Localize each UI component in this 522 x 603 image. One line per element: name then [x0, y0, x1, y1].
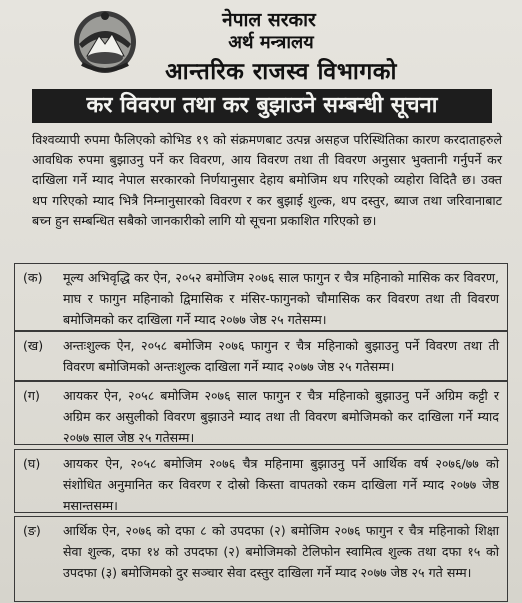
item-label: (ख) — [23, 338, 44, 353]
notice-title-banner: कर विवरण तथा कर बुझाउने सम्बन्धी सूचना — [32, 89, 492, 123]
org-line-department: आन्तरिक राजस्व विभागको — [165, 59, 397, 85]
item-label: (क) — [23, 270, 43, 285]
notice-item-kha — [14, 331, 508, 381]
org-line-government: नेपाल सरकार — [222, 9, 316, 31]
org-line-ministry: अर्थ मन्त्रालय — [228, 32, 314, 53]
item-label: (ग) — [23, 388, 40, 403]
notice-header — [0, 0, 522, 88]
item-text: अन्तःशुल्क ऐन, २०५८ बमोजिम २०७६ फागुन र चैत्र महिनाको बुझाउनु पर्ने विवरण तथा ती विवरण बमोजिमको अन्तःशुल्क दाखिला गर्ने म्याद २०७७ जेष्ठ २५ गतेसम्म। — [63, 338, 499, 374]
item-text: आयकर ऐन, २०५८ बमोजिम २०७६ चैत्र महिनामा बुझाउनु पर्ने आर्थिक वर्ष २०७६/७७ को संशोधित अनुमानित कर विवरण र दोस्रो किस्ता वापतको रकम दाखिला गर्ने म्याद २०७७ जेष्ठ मसान्तसम्म। — [63, 456, 499, 513]
item-text: आयकर ऐन, २०५८ बमोजिम २०७६ साल फागुन र चैत्र महिनाको बुझाउनु पर्ने अग्रिम कट्टी र अग्रिम कर असुलीको विवरण बुझाउने म्याद तथा ती विवरण बमोजिमको कर दाखिला गर्ने म्याद २०७७ साल जेष्ठ २५ गतेसम्म। — [63, 388, 499, 445]
item-text: मूल्य अभिवृद्धि कर ऐन, २०५२ बमोजिम २०७६ साल फागुन र चैत्र महिनाको मासिक कर विवरण, माघ र फागुन महिनाको द्विमासिक र मंसिर-फागुनको चौमासिक कर विवरण तथा ती विवरण बमोजिमको कर दाखिला गर्ने म्याद २०७७ जेष्ठ २५ गतेसम्म। — [63, 270, 499, 327]
item-label: (ङ) — [23, 523, 41, 538]
notice-item-ga — [14, 381, 508, 445]
notice-item-gha — [14, 449, 508, 513]
notice-intro-paragraph: विश्वव्यापी रुपमा फैलिएको कोभिड १९ को संक्रमणबाट उत्पन्न असहज परिस्थितिका कारण करदाताहरुले आवधिक रुपमा बुझाउनु पर्ने कर विवरण, आय विवरण तथा ती विवरण अनुसार भुक्तानी गर्नुपर्ने कर दाखिला गर्ने म्याद नेपाल सरकारको निर्णयानुसार देहाय बमोजिम थप गरिएको व्यहोरा विदितै छ। उक्त थप गरिएको म्याद भित्रै निम्नानुसारको विवरण र कर बुझाई शुल्क, थप दस्तुर, ब्याज तथा जरिवानाबाट बच्न हुन सम्बन्धित सबैको जानकारीको लागि यो सूचना प्रकाशित गरिएको छ। — [32, 132, 502, 228]
notice-item-nga — [14, 516, 508, 602]
item-label: (घ) — [23, 456, 41, 471]
item-text: आर्थिक ऐन, २०७६ को दफा ८ को उपदफा (२) बमोजिम २०७६ फागुन र चैत्र महिनाको शिक्षा सेवा शुल्क, दफा १४ को उपदफा (२) बमोजिमको टेलिफोन स्वामित्व शुल्क तथा दफा १५ को उपदफा (३) बमोजिमको दुर सञ्चार सेवा दस्तुर दाखिला गर्ने म्याद २०७७ जेष्ठ २५ गते सम्म। — [63, 523, 499, 580]
notice-item-ka — [14, 263, 508, 331]
